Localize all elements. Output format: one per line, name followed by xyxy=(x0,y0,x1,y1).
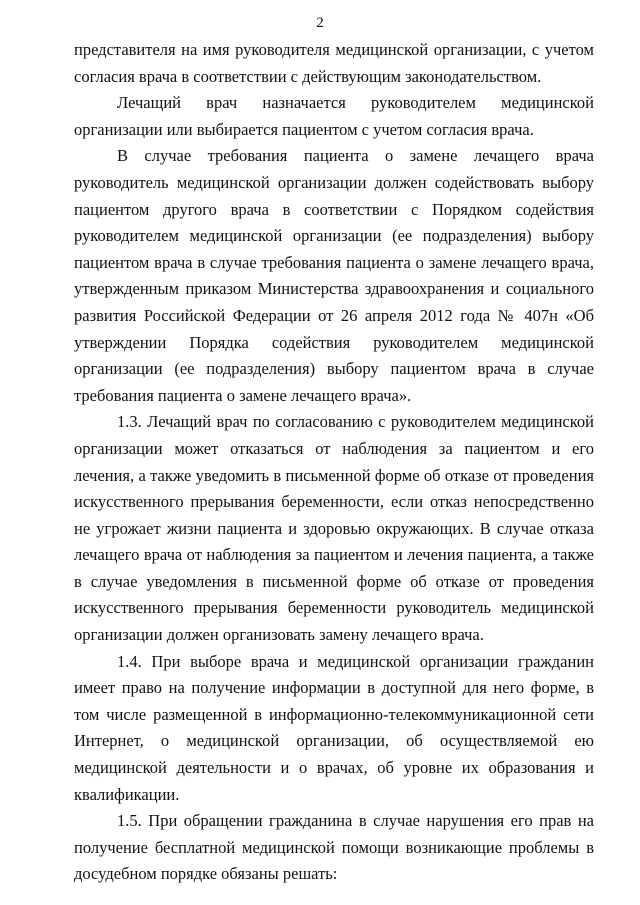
paragraph-section-1-4: 1.4. При выборе врача и медицинской организации гражданин имеет право на получение информации в доступной для него форме, в том числе размещенной в информационно-телекоммуникационной сети Интернет, о медицинской организации, об осуществляемой ею медицинской деятельности и о врачах, об уровне их образования и квалификации. xyxy=(74,651,594,804)
paragraph-physician-replacement: В случае требования пациента о замене лечащего врача руководитель медицинской организации должен содействовать выбору пациентом другого врача в соответствии с Порядком содействия руководителем медицинской организации (ее подразделения) выбору пациентом врача в случае требования пациента о замене лечащего врача, утвержденным приказом Министерства здравоохранения и социального развития Российской Федерации от 26 апреля 2012 года № 407н «Об утверждении Порядка содействия руководителем медицинской организации (ее подразделения) выбору пациентом врача в случае требования пациента о замене лечащего врача». xyxy=(74,146,594,405)
paragraph-attending-physician: Лечащий врач назначается руководителем медицинской организации или выбирается пациентом с учетом согласия врача. xyxy=(74,93,594,139)
paragraph-section-1-3: 1.3. Лечащий врач по согласованию с руководителем медицинской организации может отказаться от наблюдения за пациентом и его лечения, а также уведомить в письменной форме об отказе от проведения искусственного прерывания беременности, если отказ непосредственно не угрожает жизни пациента и здоровью окружающих. В случае отказа лечащего врача от наблюдения за пациентом и лечения пациента, а также в случае уведомления в письменной форме об отказе от проведения искусственного прерывания беременности руководитель медицинской организации должен организовать замену лечащего врача. xyxy=(74,412,594,645)
paragraph-section-1-5: 1.5. При обращении гражданина в случае нарушения его прав на получение бесплатной медицинской помощи возникающие проблемы в досудебном порядке обязаны решать: xyxy=(74,811,594,884)
paragraph-continuation: представителя на имя руководителя медицинской организации, с учетом согласия врача в соответствии с действующим законодательством. xyxy=(74,40,594,86)
page-number: 2 xyxy=(316,15,324,31)
document-body xyxy=(74,37,594,888)
